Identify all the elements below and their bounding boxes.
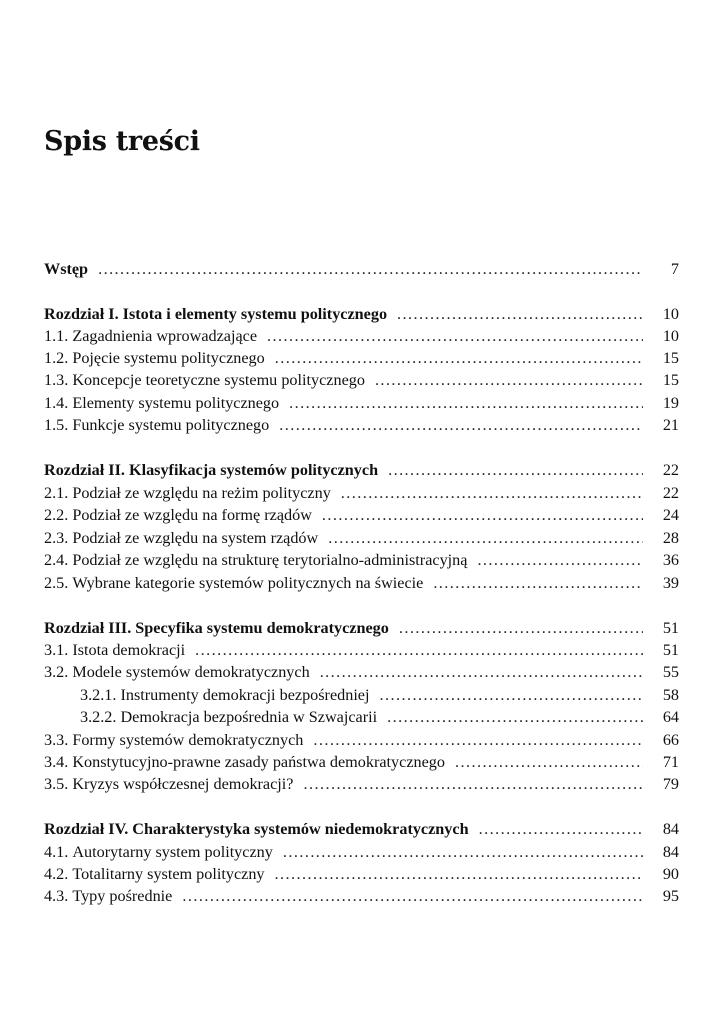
toc-page-number: 51 [662,641,679,659]
toc-entry[interactable] [44,369,679,391]
dot-leader [380,684,644,706]
dot-leader [399,617,643,639]
toc-entry[interactable] [44,639,679,661]
toc-page-number: 22 [662,484,679,502]
toc-chapter-label: Rozdział II. Klasyfikacja systemów politycznych [44,461,379,479]
dot-leader [283,841,643,863]
dot-leader [267,325,643,347]
toc-page-number: 90 [662,865,679,883]
toc-page-number: 22 [662,461,679,479]
toc-entry-label: Pojęcie systemu politycznego [72,349,265,367]
toc-entry-label: Kryzys współczesnej demokracji? [72,775,294,793]
toc-chapter-2[interactable] [44,459,679,481]
toc-chapter-4[interactable] [44,818,679,840]
dot-leader [195,639,643,661]
dot-leader [388,459,643,481]
toc-page-number: 10 [662,305,679,323]
toc-page-number: 15 [662,349,679,367]
toc-page-number: 84 [662,820,679,838]
toc-entry-number: 3.4. [44,753,69,771]
toc-entry-number: 2.1. [44,484,69,502]
dot-leader [455,751,643,773]
toc-entry-number: 4.3. [44,887,69,905]
toc-entry-label: Podział ze względu na formę rządów [72,506,312,524]
toc-entry-number: 1.5. [44,416,69,434]
toc-subentry[interactable] [44,706,679,728]
toc-entry-label: Koncepcje teoretyczne systemu politycznego [72,371,365,389]
dot-leader [303,773,643,795]
toc-entry[interactable] [44,863,679,885]
dot-leader [322,504,643,526]
toc-page-number: 84 [662,843,679,861]
dot-leader [397,303,643,325]
dot-leader [313,729,643,751]
toc-page-number: 28 [662,529,679,547]
toc-page-number: 79 [662,775,679,793]
toc-entry[interactable] [44,392,679,414]
toc-page-number: 55 [662,663,679,681]
toc-page-number: 24 [662,506,679,524]
toc-entry[interactable] [44,527,679,549]
toc-entry-number: 3.5. [44,775,69,793]
toc-entry-number: 2.3. [44,529,69,547]
toc-entry-label: Modele systemów demokratycznych [72,663,310,681]
toc-entry-number: 3.2.2. [80,708,117,726]
toc-entry-number: 3.3. [44,731,69,749]
toc-entry[interactable] [44,414,679,436]
page-title: Spis treści [44,126,200,157]
toc-entry-number: 3.2. [44,663,69,681]
toc-page-number: 39 [662,574,679,592]
toc-entry-label: Podział ze względu na strukturę terytorialno-administracyjną [72,551,468,569]
toc-entry-label: Istota demokracji [72,641,186,659]
toc-entry-number: 2.5. [44,574,69,592]
toc-entry[interactable] [44,482,679,504]
toc-entry-number: 3.2.1. [80,686,117,704]
toc-entry-number: 2.2. [44,506,69,524]
toc-entry-number: 1.1. [44,327,69,345]
toc-entry-label: Wybrane kategorie systemów politycznych na świecie [72,574,424,592]
toc-page-number: 66 [662,731,679,749]
dot-leader [433,572,643,594]
toc-page-number: 21 [662,416,679,434]
toc-chapter-label: Rozdział I. Istota i elementy systemu politycznego [44,305,388,323]
toc-page-number: 51 [662,619,679,637]
dot-leader [479,818,643,840]
dot-leader [341,482,643,504]
toc-entry-number: 4.1. [44,843,69,861]
toc-page-number: 58 [662,686,679,704]
toc-page-number: 19 [662,394,679,412]
toc-page-number: 36 [662,551,679,569]
toc-entry-number: 3.1. [44,641,69,659]
toc-entry-label: Podział ze względu na reżim polityczny [72,484,331,502]
toc-page-number: 64 [662,708,679,726]
dot-leader [289,392,643,414]
toc-page-number: 95 [662,887,679,905]
toc-entry-label: Typy pośrednie [72,887,173,905]
toc-entry-number: 1.3. [44,371,69,389]
toc-entry[interactable] [44,572,679,594]
toc-entry[interactable] [44,504,679,526]
toc-entry[interactable] [44,885,679,907]
toc-entry-label: Instrumenty demokracji bezpośredniej [120,686,370,704]
toc-entry[interactable] [44,325,679,347]
toc-entry[interactable] [44,773,679,795]
toc-page-number: 71 [662,753,679,771]
toc-entry-intro[interactable] [44,258,679,280]
toc-entry-label: Demokracja bezpośrednia w Szwajcarii [120,708,378,726]
toc-entry-label: Totalitarny system polityczny [72,865,265,883]
dot-leader [98,258,643,280]
toc-page-number: 7 [670,260,679,278]
toc-entry-label: Wstęp [44,260,89,278]
toc-chapter-1[interactable] [44,303,679,325]
toc-entry-label: Elementy systemu politycznego [72,394,280,412]
toc-entry-label: Podział ze względu na system rządów [72,529,319,547]
dot-leader [275,863,643,885]
dot-leader [279,414,643,436]
toc-entry[interactable] [44,661,679,683]
toc-entry-label: Zagadnienia wprowadzające [72,327,258,345]
toc-entry-label: Konstytucyjno-prawne zasady państwa demokratycznego [72,753,445,771]
toc-entry-number: 4.2. [44,865,69,883]
toc-chapter-label: Rozdział III. Specyfika systemu demokratycznego [44,619,389,637]
dot-leader [275,347,643,369]
toc-entry-number: 1.2. [44,349,69,367]
toc-chapter-label: Rozdział IV. Charakterystyka systemów niedemokratycznych [44,820,469,838]
toc-entry[interactable] [44,841,679,863]
toc-entry[interactable] [44,347,679,369]
toc-page-number: 10 [662,327,679,345]
toc-page-number: 15 [662,371,679,389]
toc-entry-number: 1.4. [44,394,69,412]
dot-leader [182,885,643,907]
dot-leader [328,527,643,549]
toc-entry-label: Funkcje systemu politycznego [72,416,270,434]
toc-subentry[interactable] [44,684,679,706]
dot-leader [387,706,643,728]
toc-entry-label: Autorytarny system polityczny [72,843,273,861]
toc-entry[interactable] [44,549,679,571]
toc-entry-label: Formy systemów demokratycznych [72,731,304,749]
dot-leader [320,661,643,683]
toc-entry[interactable] [44,751,679,773]
dot-leader [375,369,643,391]
toc-entry[interactable] [44,729,679,751]
dot-leader [477,549,643,571]
toc-chapter-3[interactable] [44,617,679,639]
toc-entry-number: 2.4. [44,551,69,569]
